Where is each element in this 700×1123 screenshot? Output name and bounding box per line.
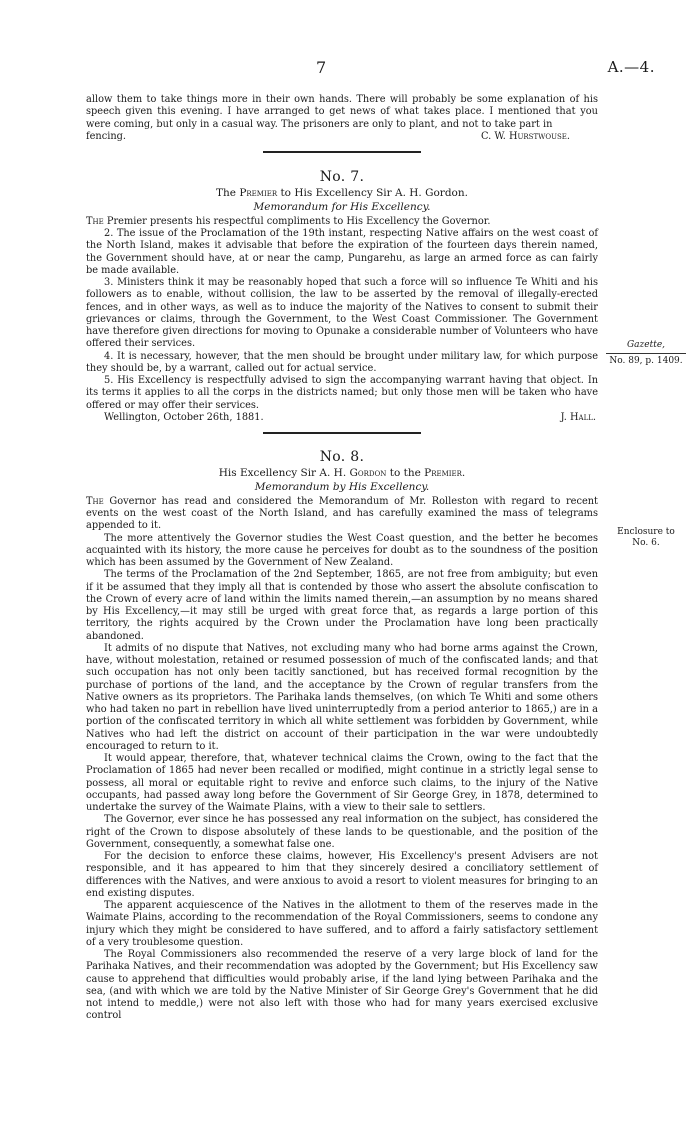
no8-title — [86, 467, 598, 479]
enclosure-note-line-1: Enclosure to — [617, 527, 675, 537]
page-number: 7 — [316, 58, 327, 77]
intro-signature: C. W. Hurstwouse. — [481, 130, 570, 142]
no8-paragraph-8: The apparent acquiescence of the Natives in the allotment to them of the reserves made in the Waimate Plains, according to the recommendation of the Royal Commissioners, seems to condone any injury which they might be considered to have suffered, and to afford a fairly satisfactory settlement of a very troublesome question. — [86, 900, 598, 948]
no8-paragraph-2: The more attentively the Governor studies the West Coast question, and the better he becomes acquainted with its history, the more cause he perceives for doubt as to the soundness of the position which has been assumed by the Government of New Zealand. — [86, 532, 598, 568]
no7-paragraph-1 — [86, 216, 598, 228]
page-content — [86, 94, 598, 1023]
section-divider — [263, 151, 421, 153]
no8-paragraph-7: For the decision to enforce these claims, however, His Excellency's present Advisers are not responsible, and it has appeared to him that they sincerely desired a conciliatory settlement of differences with the Natives, and were anxious to avoid a resort to violent measures for bringing to an end existing disputes. — [86, 851, 598, 899]
no7-signature-line — [86, 412, 598, 424]
intro-signature-line — [86, 131, 598, 143]
no8-paragraph-4: It admits of no dispute that Natives, not excluding many who had borne arms against the Crown, have, without molestation, retained or resumed possession of much of the confiscated lands; and that such occupation has not only been tacitly sanctioned, but has received formal recognition by the purchase of portions of the land, and the acceptance by the Crown of regular transfers from the Native owners as its proprietors. The Parihaka lands themselves, (on which Te Whiti and some others who had taken no part in rebellion have lived uninterruptedly from a period anterior to 1865,) are in a portion of the confiscated territory in which all white settlement was forbidden by Government, while Natives who had left the district on account of their participation in the war were undoubtedly encouraged to return to it. — [86, 642, 598, 752]
document-reference: A.—4. — [607, 58, 655, 76]
gazette-note-title: Gazette, — [626, 340, 666, 350]
no8-paragraph-5: It would appear, therefore, that, whatever technical claims the Crown, owing to the fact that the Proclamation of 1865 had never been recalled or modified, might continue in a strictly legal sense to possess, all moral or equitable right to revive and enforce such claims, to the injury of the Native occupants, had passed away long before the Government of Sir George Grey, in 1878, determined to undertake the survey of the Waimate Plains, with a view to their sale to settlers. — [86, 753, 598, 813]
no8-title-gordon: Gordon — [349, 467, 387, 480]
enclosure-side-note — [604, 527, 688, 549]
no8-title-premier: Premier. — [424, 467, 466, 480]
no7-paragraph-4: 4. It is necessary, however, that the men should be brought under military law, for which purpose they should be, by a warrant, called out for actual service. — [86, 350, 598, 374]
no8-para1-lead: The — [86, 495, 104, 507]
no8-subtitle: Memorandum by His Excellency. — [254, 480, 430, 493]
enclosure-note-line-2: No. 6. — [632, 538, 660, 548]
no7-title-rest: to His Excellency Sir A. H. Gordon. — [280, 187, 468, 200]
gazette-note-ref: No. 89, p. 1409. — [606, 353, 686, 367]
no8-paragraph-9: The Royal Commissioners also recommended the reserve of a very large block of land for the Parihaka Natives, and their recommendation was adopted by the Government; but His Excellency saw cause to apprehend that difficulties would probably arise, if the land lying between Parihaka and the sea, (and with which we are told by the Native Minister of Sir George Grey's Government that he did not intend to meddle,) were not also left with those who had for many years exercised exclusive control — [86, 949, 598, 1022]
no7-para1-lead: The — [86, 215, 104, 227]
no7-title-premier: Premier — [239, 187, 278, 200]
no8-para1-text: Governor has read and considered the Memorandum of Mr. Rolleston with regard to recent events on the west coast of the North Island, and has carefully examined the mass of telegrams appended to it. — [86, 495, 598, 532]
no7-signature: J. Hall. — [560, 411, 596, 423]
no8-heading: No. 8. — [319, 449, 365, 465]
intro-text: allow them to take things more in their own hands. There will probably be some explanation of his speech given this evening. I have arranged to get news of what takes place. I mentioned that you were coming, but only in a casual way. The prisoners are only to plant, and not to take part in — [86, 94, 598, 130]
no8-paragraph-6: The Governor, ever since he has possessed any real information on the subject, has considered the right of the Crown to dispose absolutely of these lands to be questionable, and the position of the Government, consequently, a somewhat false one. — [86, 814, 598, 850]
no7-para1-text: Premier presents his respectful compliments to His Excellency the Governor. — [106, 215, 491, 227]
no7-title-the: The — [216, 187, 240, 200]
page-header — [0, 58, 700, 78]
section-divider-2 — [263, 432, 421, 434]
gazette-side-note — [606, 340, 686, 367]
intro-last-word: fencing. — [86, 130, 127, 142]
no7-heading: No. 7. — [319, 169, 365, 185]
no7-title — [86, 187, 598, 199]
no7-paragraph-3: 3. Ministers think it may be reasonably hoped that such a force will so influence Te Whiti and his followers as to enable, without collision, the law to be asserted by the removal of illegally-erected fences, and in other ways, as well as to induce the majority of the Natives to consent to submit their grievances or claims, through the Government, to the West Coast Commissioner. The Government have therefore given directions for moving to Opunake a considerable number of Volunteers who have offered their services. — [86, 277, 598, 350]
no8-paragraph-1 — [86, 496, 598, 533]
no8-title-to: to the — [389, 467, 421, 480]
no7-subtitle: Memorandum for His Excellency. — [253, 200, 431, 213]
no7-paragraph-2: 2. The issue of the Proclamation of the 19th instant, respecting Native affairs on the west coast of the North Island, makes it advisable that before the expiration of the fourteen days therein named, the Government should have, at or near the camp, Pungarehu, as large an armed force as can fairly be made available. — [86, 228, 598, 276]
no7-paragraph-5: 5. His Excellency is respectfully advised to sign the accompanying warrant having that object. In its terms it applies to all the corps in the districts named; but only those men will be taken who have offered or may offer their services. — [86, 375, 598, 411]
no8-paragraph-3: The terms of the Proclamation of the 2nd September, 1865, are not free from ambiguity; but even if it be assumed that they imply all that is contended by those who assert the absolute confiscation to the Crown of every acre of land within the limits named therein,—an assumption by no means shared by His Excellency,—it may still be urged with great force that, as regards a large portion of this territory, the rights acquired by the Crown under the Proclamation have long been practically abandoned. — [86, 569, 598, 642]
intro-paragraph — [86, 94, 598, 131]
no7-place-date: Wellington, October 26th, 1881. — [104, 411, 264, 423]
no8-title-lead: His Excellency Sir A. H. — [218, 467, 347, 480]
